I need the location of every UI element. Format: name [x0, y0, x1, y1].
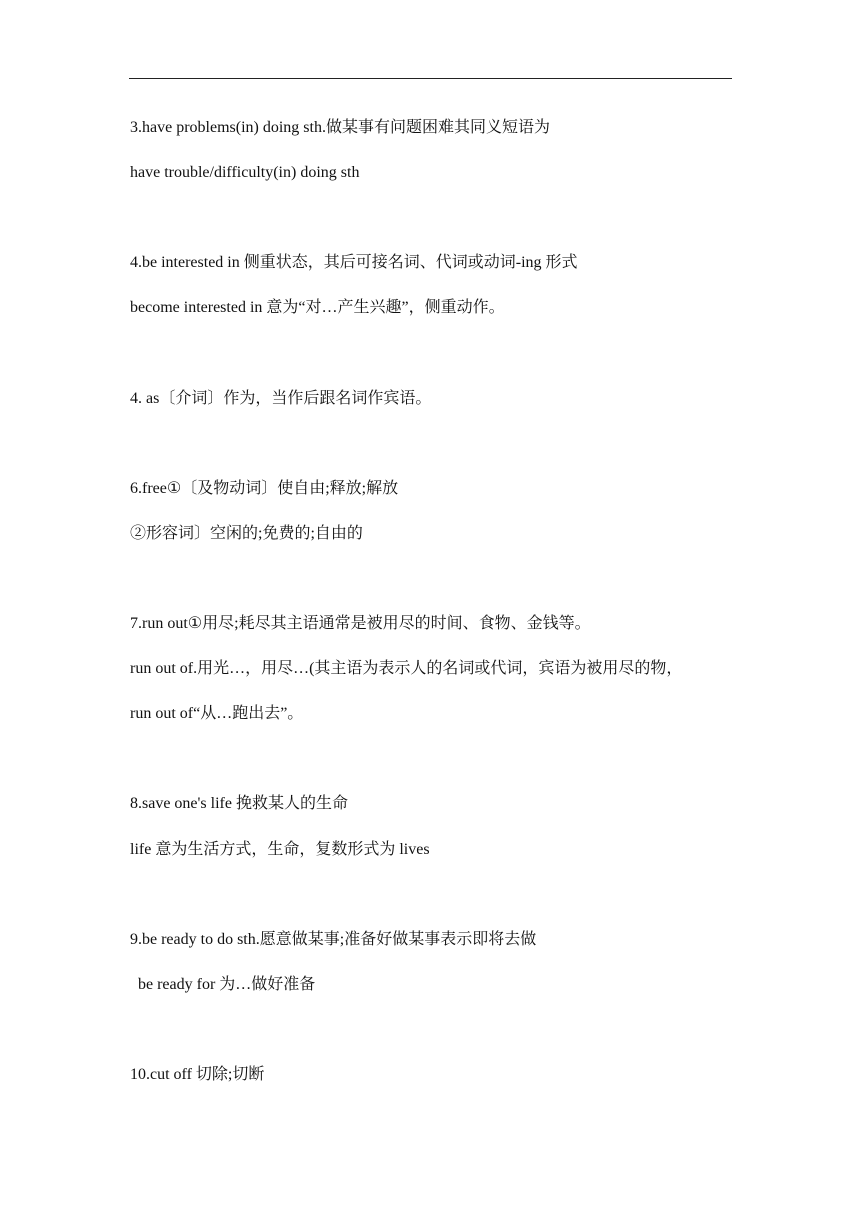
note-10-title: 10.cut off 切除;切断: [130, 1066, 265, 1083]
header-rule: [129, 78, 732, 79]
note-7-detail-1: run out of.用光…，用尽…(其主语为表示人的名词或代词，宾语为被用尽的物，: [130, 660, 683, 677]
note-6-detail: ②形容词〕空闲的;免费的;自由的: [130, 525, 363, 542]
note-6-title: 6.free①〔及物动词〕使自由;释放;解放: [130, 480, 399, 497]
note-9-title: 9.be ready to do sth.愿意做某事;准备好做某事表示即将去做: [130, 931, 537, 948]
note-9-detail: be ready for 为…做好准备: [130, 976, 316, 993]
note-5-title: 4. as〔介词〕作为，当作后跟名词作宾语。: [130, 390, 432, 407]
note-3-synonym: have trouble/difficulty(in) doing sth: [130, 164, 360, 181]
note-4-title: 4.be interested in 侧重状态，其后可接名词、代词或动词-ing 形式: [130, 254, 578, 271]
note-8-title: 8.save one's life 挽救某人的生命: [130, 795, 348, 812]
note-8-detail: life 意为生活方式，生命，复数形式为 lives: [130, 841, 430, 858]
note-4-detail: become interested in 意为“对…产生兴趣”，侧重动作。: [130, 299, 505, 316]
note-3-title: 3.have problems(in) doing sth.做某事有问题困难其同义短语为: [130, 119, 550, 136]
note-7-detail-2: run out of“从…跑出去”。: [130, 705, 304, 722]
note-7-title: 7.run out①用尽;耗尽其主语通常是被用尽的时间、食物、金钱等。: [130, 615, 591, 632]
